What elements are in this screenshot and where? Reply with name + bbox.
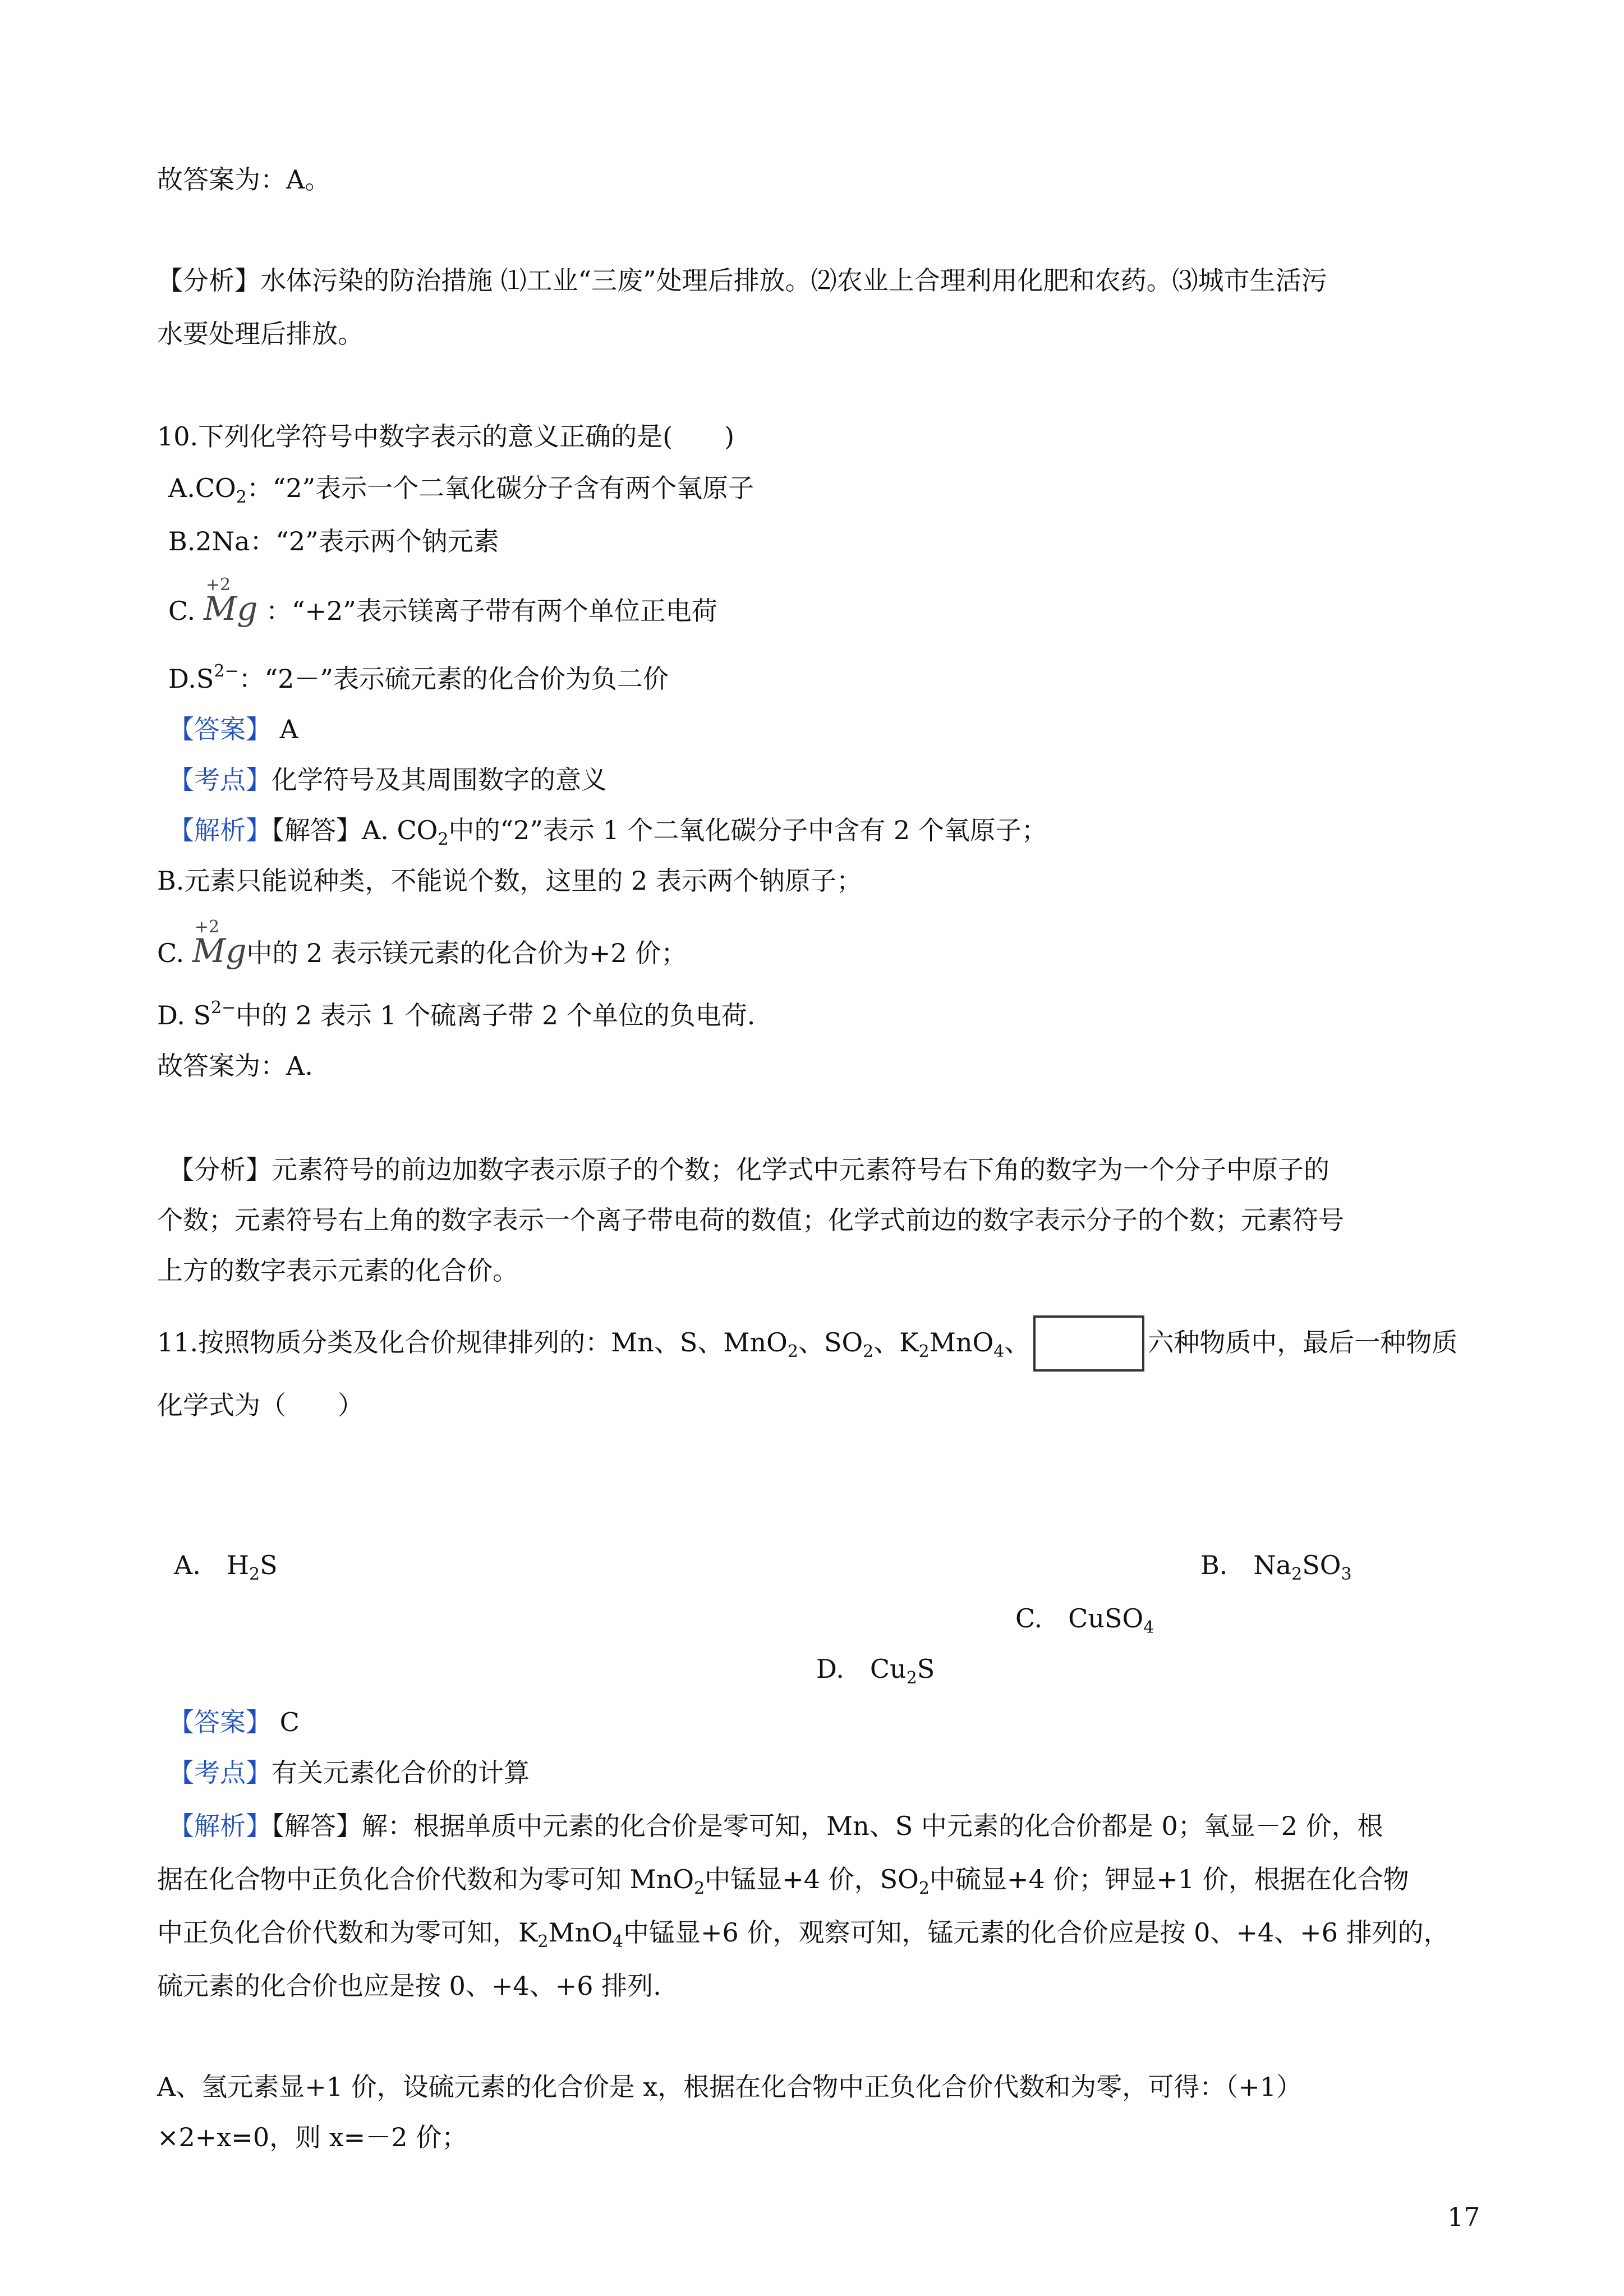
analysis-11-line5: A、氢元素显+1 价，设硫元素的化合价是 x，根据在化合物中正负化合价代数和为零，可得：（+1）: [157, 2072, 1303, 2102]
point-10: 【考点】化学符号及其周围数字的意义: [168, 765, 607, 795]
question-11: 11.按照物质分类及化合价规律排列的：Mn、S、MnO$_2$、$SO_2$、$K_2MnO_4$、 六种物质中，最后一种物质: [157, 1315, 1457, 1372]
option-d: $D.S^{2-}$：“2－”表示硫元素的化合价为负二价: [168, 661, 669, 694]
analysis-10-line1: 【解析】【解答】A. $CO_2$中的“2”表示 1 个二氧化碳分子中含有 2 个氧原子；: [168, 815, 1047, 849]
analysis-11-line2: 据在化合物中正负化合价代数和为零可知 MnO$_2$中锰显+4 价，$SO_2$中硫显+4 价；钾显+1 价，根据在化合物: [157, 1864, 1409, 1898]
option-a: $A.CO_2$：“2”表示一个二氧化碳分子含有两个氧原子: [168, 473, 755, 507]
fenxi-10-line3: 上方的数字表示元素的化合价。: [157, 1255, 518, 1286]
answer-10: 【答案】 A: [168, 714, 298, 744]
analysis-10-line4: D. $S^{2-}$中的 2 表示 1 个硫离子带 2 个单位的负电荷.: [157, 998, 756, 1030]
analysis-10-end: 故答案为：A.: [157, 1051, 313, 1081]
answer-line: 故答案为：A。: [157, 164, 331, 195]
question-10: 10.下列化学符号中数字表示的意义正确的是( ): [157, 421, 735, 452]
point-11: 【考点】有关元素化合价的计算: [168, 1757, 530, 1788]
choice-a: A. $H_2S$: [174, 1550, 278, 1584]
analysis-11-line4: 硫元素的化合价也应是按 0、+4、+6 排列.: [157, 1971, 661, 2001]
fenxi-10-line2: 个数；元素符号右上角的数字表示一个离子带电荷的数值；化学式前边的数字表示分子的个数；元素符号: [157, 1205, 1344, 1235]
analysis-11-line1: 【解析】【解答】解：根据单质中元素的化合价是零可知，Mn、S 中元素的化合价都是 0；氧显－2 价，根: [168, 1811, 1383, 1841]
analysis-line: 【分析】水体污染的防治措施 ⑴工业“三废”处理后排放。⑵农业上合理利用化肥和农药。⑶城市生活污: [157, 265, 1327, 296]
analysis-10-line3: C. +2 Mg中的 2 表示镁元素的化合价为+2 价；: [157, 917, 687, 970]
mg-symbol: +2 Mg: [192, 917, 247, 970]
mg-symbol: +2 Mg: [203, 575, 258, 628]
fenxi-10-line1: 【分析】元素符号的前边加数字表示原子的个数；化学式中元素符号右下角的数字为一个分子中原子的: [168, 1154, 1329, 1185]
answer-11: 【答案】 C: [168, 1707, 300, 1737]
choice-b: B. $Na_2SO_3$: [1200, 1550, 1352, 1584]
blank-box: [1033, 1315, 1144, 1372]
analysis-10-line2: B.元素只能说种类，不能说个数，这里的 2 表示两个钠原子；: [157, 866, 862, 896]
question-11-line2: 化学式为（ ）: [157, 1390, 364, 1420]
analysis-11-line3: 中正负化合价代数和为零可知，$K_2MnO_4$中锰显+6 价，观察可知，锰元素的化合价应是按 0、+4、+6 排列的，: [157, 1917, 1450, 1952]
choice-d: D. $Cu_2S$: [816, 1654, 935, 1688]
choice-c: C. CuSO$_4$: [1015, 1603, 1154, 1637]
option-c: C. +2 Mg ：“+2”表示镁离子带有两个单位正电荷: [168, 575, 717, 628]
analysis-11-line6: ×2+x=0，则 x=－2 价；: [157, 2122, 468, 2152]
analysis-line: 水要处理后排放。: [157, 319, 364, 349]
option-b: B.2Na：“2”表示两个钠元素: [168, 526, 499, 556]
page-number: 17: [1447, 2202, 1480, 2232]
